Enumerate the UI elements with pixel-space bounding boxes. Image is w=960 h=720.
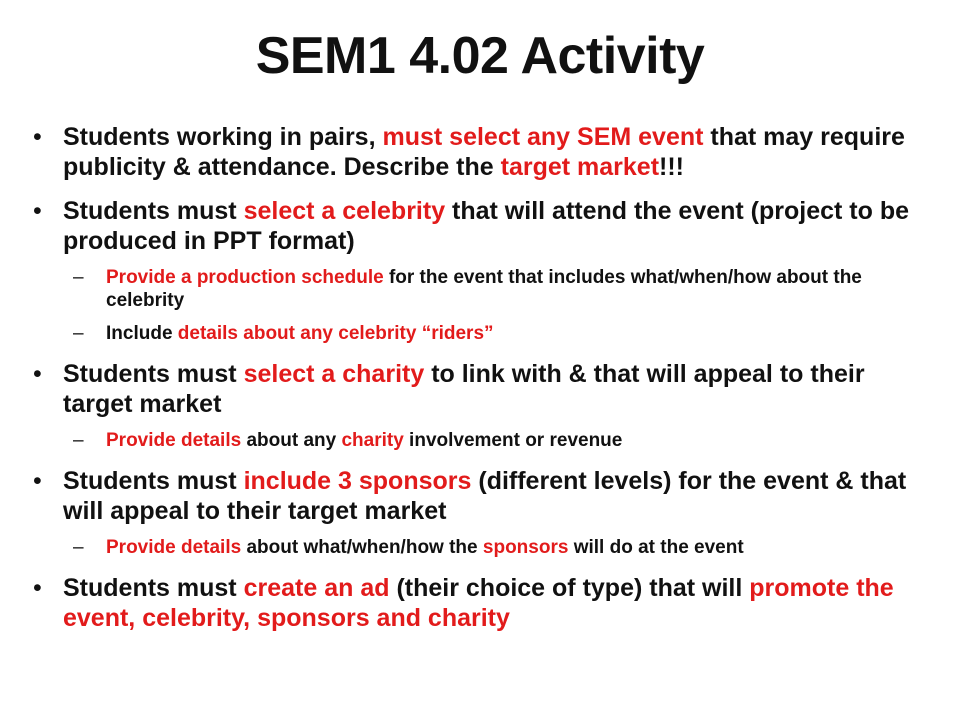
highlighted-text: charity <box>341 430 404 451</box>
sub-bullet-item <box>63 266 935 312</box>
sub-bullet-text: Include <box>106 323 178 344</box>
bullet-text: that may require publicity & attendance. Describe the <box>63 123 905 181</box>
bullet-text: !!! <box>659 153 685 181</box>
highlighted-text: details about any celebrity “riders” <box>177 323 494 344</box>
sub-bullet-list <box>63 429 935 452</box>
bullet-item <box>30 359 935 452</box>
bullet-item <box>30 196 935 345</box>
bullet-text: Students must <box>63 467 244 495</box>
sub-bullet-text: about any <box>241 430 342 451</box>
bullet-list <box>30 122 935 633</box>
highlighted-text: sponsors <box>482 537 569 558</box>
bullet-text: Students must <box>63 360 244 388</box>
sub-bullet-text: for the event that includes what/when/how about the celebrity <box>106 267 862 311</box>
bullet-item <box>30 573 935 633</box>
bullet-text: Students must <box>63 574 244 602</box>
highlighted-text: create an ad <box>243 574 390 602</box>
slide-title: SEM1 4.02 Activity <box>255 27 705 85</box>
sub-bullet-text: about what/when/how the <box>241 537 483 558</box>
bullet-text: to link with & that will appeal to their target market <box>63 360 865 418</box>
sub-bullet-item <box>63 322 935 345</box>
bullet-text: Students must <box>63 197 244 225</box>
highlighted-text: select a celebrity <box>243 197 446 225</box>
sub-bullet-text: will do at the event <box>568 537 744 558</box>
bullet-text: (different levels) for the event & that will appeal to their target market <box>63 467 907 525</box>
bullet-item <box>30 466 935 559</box>
highlighted-text: target market <box>500 153 660 181</box>
sub-bullet-text: involvement or revenue <box>403 430 623 451</box>
bullet-text: Students working in pairs, <box>63 123 383 151</box>
highlighted-text: promote the event, celebrity, sponsors and charity <box>63 574 894 632</box>
sub-bullet-list <box>63 266 935 345</box>
highlighted-text: Provide a production schedule <box>106 267 384 288</box>
bullet-text: that will attend the event (project to be produced in PPT format) <box>63 197 910 255</box>
highlighted-text: Provide details <box>106 430 242 451</box>
highlighted-text: select a charity <box>243 360 425 388</box>
highlighted-text: must select any SEM event <box>382 123 704 151</box>
bullet-item <box>30 122 935 182</box>
sub-bullet-item <box>63 429 935 452</box>
sub-bullet-list <box>63 536 935 559</box>
highlighted-text: include 3 sponsors <box>243 467 472 495</box>
sub-bullet-item <box>63 536 935 559</box>
highlighted-text: Provide details <box>106 537 242 558</box>
bullet-text: (their choice of type) that will <box>389 574 750 602</box>
slide-content <box>30 122 935 647</box>
